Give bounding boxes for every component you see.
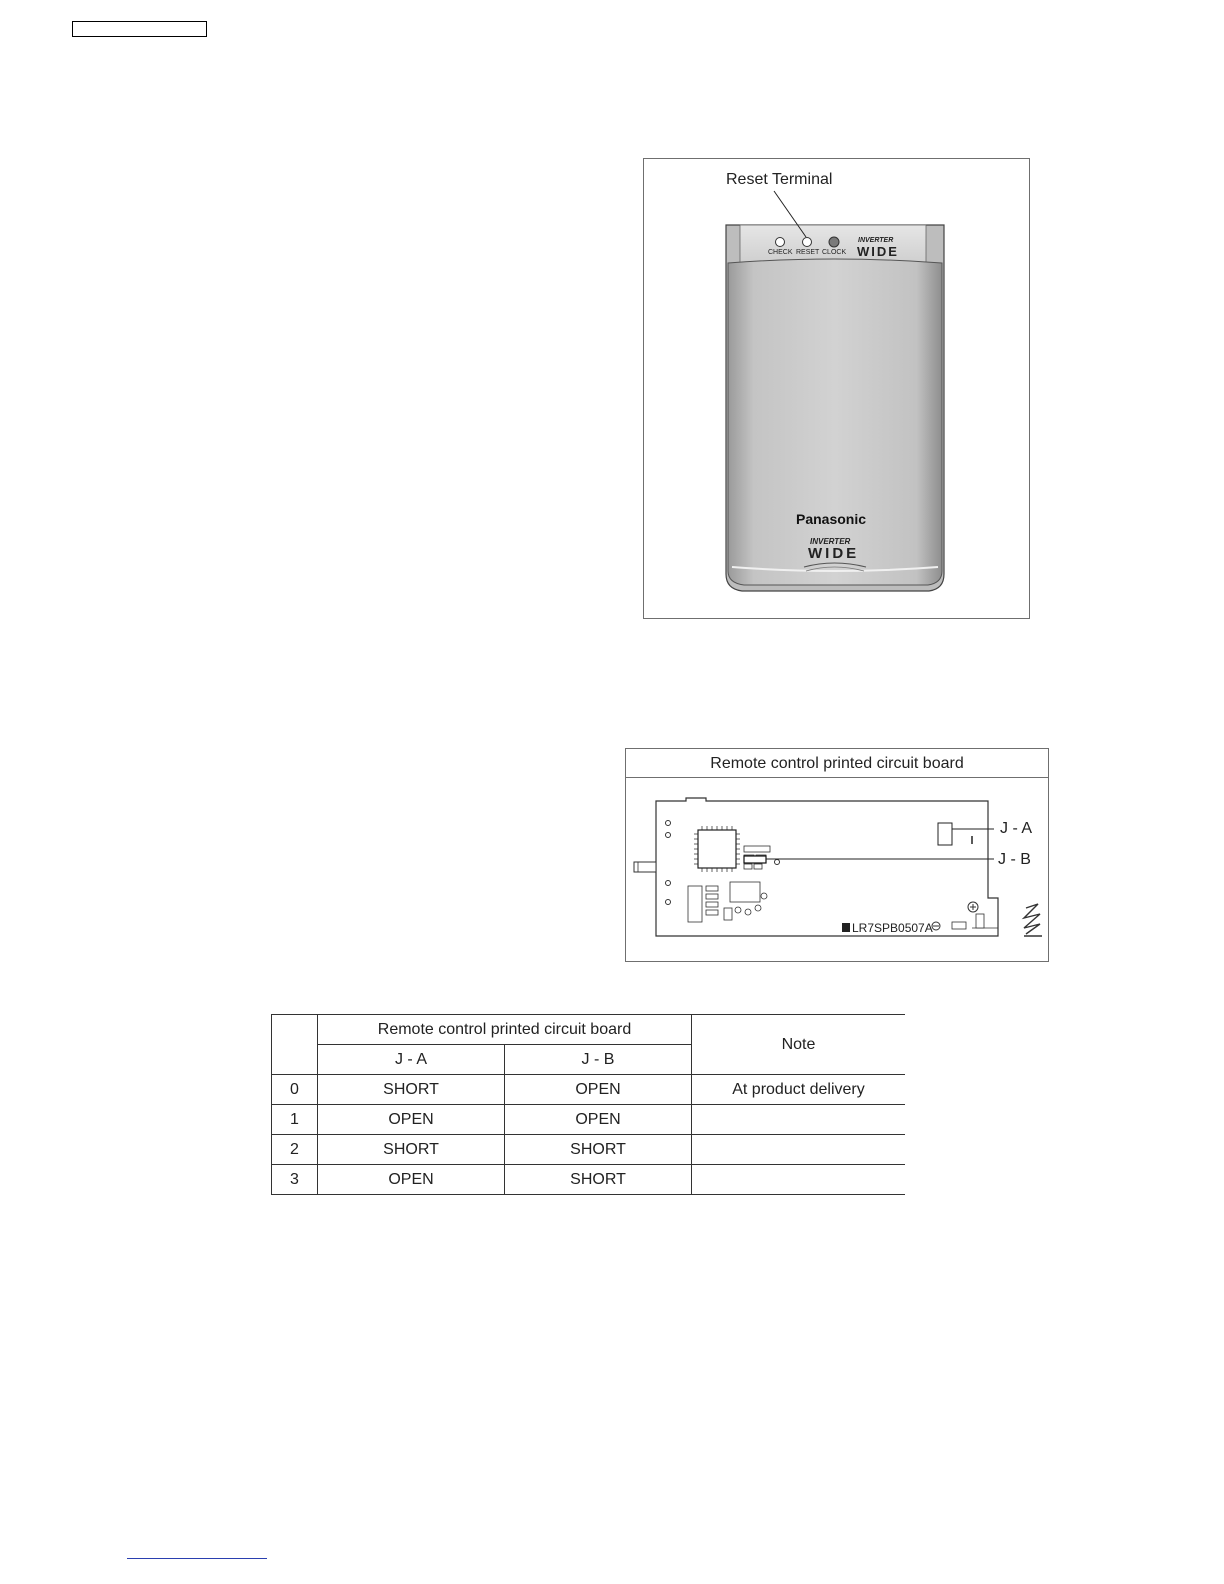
pcb-title: Remote control printed circuit board [626,749,1048,778]
table-header-row [272,1015,906,1045]
note-value [692,1105,906,1135]
note-header: Note [692,1015,906,1075]
table-row [272,1075,906,1105]
check-button-label: CHECK [768,249,793,256]
reset-terminal-label: Reset Terminal [726,171,833,188]
table-row [272,1165,906,1195]
ja-value: SHORT [318,1075,505,1105]
empty-header-cell [272,1015,318,1075]
ja-value: OPEN [318,1105,505,1135]
row-id: 2 [272,1135,318,1165]
jb-value: SHORT [505,1135,692,1165]
ja-column-header: J - A [318,1045,505,1075]
jb-column-header: J - B [505,1045,692,1075]
ja-value: SHORT [318,1135,505,1165]
note-value [692,1165,906,1195]
note-value: At product delivery [692,1075,906,1105]
jumper-table [271,1014,905,1195]
table-row [272,1135,906,1165]
remote-figure [643,158,1030,619]
group-header: Remote control printed circuit board [318,1015,692,1045]
jb-label: J - B [998,851,1031,868]
row-id: 3 [272,1165,318,1195]
pcb-figure [625,748,1049,962]
logo-top-inverter: INVERTER [858,237,894,244]
header-box [72,21,207,37]
table-row [272,1105,906,1135]
reset-button-label: RESET [796,249,820,256]
logo-bottom-inverter: INVERTER [810,537,851,546]
note-value [692,1135,906,1165]
row-id: 0 [272,1075,318,1105]
logo-top-wide: WIDE [857,244,899,259]
ja-label: J - A [1000,820,1033,837]
footer-link-line [127,1558,267,1559]
row-id: 1 [272,1105,318,1135]
jb-value: OPEN [505,1105,692,1135]
brand-logo: Panasonic [796,511,867,527]
pcb-illustration [626,778,1048,961]
clock-button-label: CLOCK [822,249,847,256]
board-code: LR7SPB0507A [852,921,933,935]
ja-value: OPEN [318,1165,505,1195]
logo-bottom-wide: WIDE [808,545,860,562]
jb-value: OPEN [505,1075,692,1105]
jb-value: SHORT [505,1165,692,1195]
